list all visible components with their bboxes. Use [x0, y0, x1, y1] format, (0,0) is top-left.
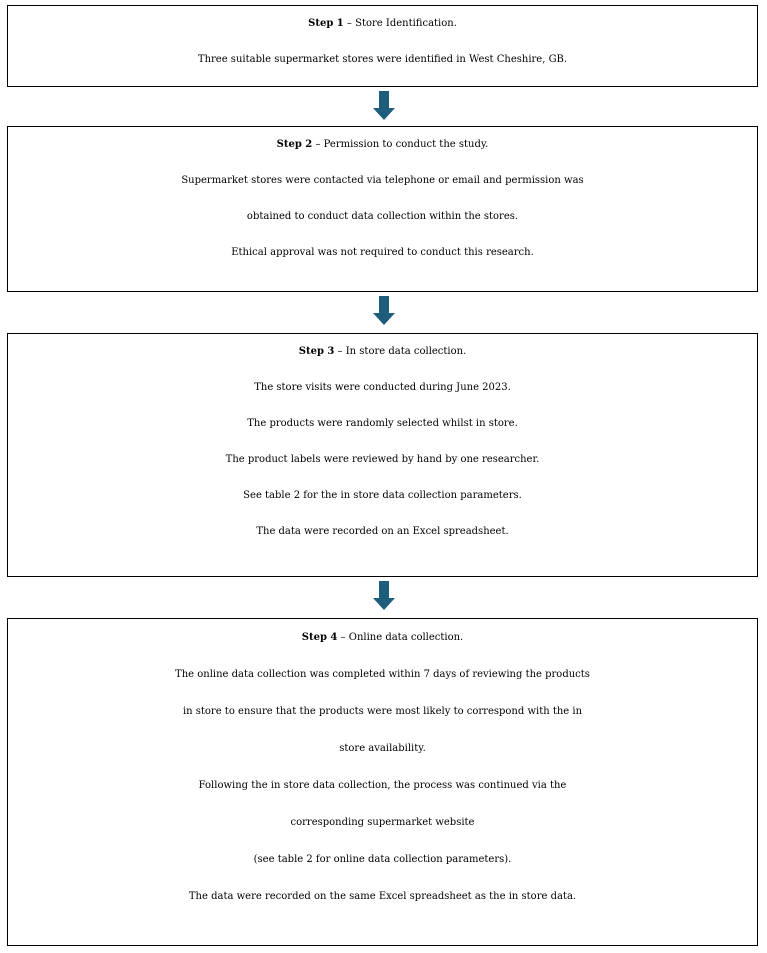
step-3-line-3: The product labels were reviewed by hand by one researcher.: [225, 454, 540, 465]
step-4-title: [8, 619, 757, 656]
step-4-heading: – Online data collection.: [337, 632, 464, 643]
step-3-line-5: The data were recorded on an Excel spreadsheet.: [256, 526, 509, 537]
step-1-title: [8, 6, 757, 42]
step-3-label: Step 3: [298, 346, 335, 357]
step-4-label: Step 4: [301, 632, 338, 643]
down-arrow-icon: [372, 581, 396, 611]
step-3-line-1: The store visits were conducted during June 2023.: [254, 382, 511, 393]
step-3-line-2: The products were randomly selected whilst in store.: [247, 418, 518, 429]
step-1-box: [7, 5, 758, 87]
step-4-line-6: (see table 2 for online data collection parameters).: [253, 854, 512, 865]
step-1-heading: – Store Identification.: [343, 18, 457, 29]
step-2-box: [7, 126, 758, 292]
step-3-title: [8, 334, 757, 370]
step-2-title: [8, 127, 757, 163]
step-4-line-3: store availability.: [339, 743, 426, 754]
step-4-line-1: The online data collection was completed within 7 days of reviewing the products: [175, 669, 590, 680]
step-2-line-1: Supermarket stores were contacted via telephone or email and permission was: [181, 175, 584, 186]
step-2-label: Step 2: [276, 139, 313, 150]
step-4-line-4: Following the in store data collection, the process was continued via the: [198, 780, 567, 791]
step-4-box: [7, 618, 758, 946]
step-3-line-4: See table 2 for the in store data collection parameters.: [243, 490, 522, 501]
step-1-label: Step 1: [308, 18, 344, 29]
step-4-line-2: in store to ensure that the products were most likely to correspond with the in: [182, 706, 583, 717]
down-arrow-icon: [372, 91, 396, 121]
step-2-heading: – Permission to conduct the study.: [312, 139, 489, 150]
step-2-line-3: Ethical approval was not required to conduct this research.: [231, 247, 534, 258]
step-4-line-7: The data were recorded on the same Excel spreadsheet as the in store data.: [188, 891, 577, 902]
step-3-box: [7, 333, 758, 577]
step-2-line-2: obtained to conduct data collection within the stores.: [246, 211, 519, 222]
step-1-line-1: Three suitable supermarket stores were identified in West Cheshire, GB.: [197, 54, 568, 65]
step-3-heading: – In store data collection.: [334, 346, 467, 357]
down-arrow-icon: [372, 296, 396, 326]
step-4-line-5: corresponding supermarket website: [290, 817, 475, 828]
